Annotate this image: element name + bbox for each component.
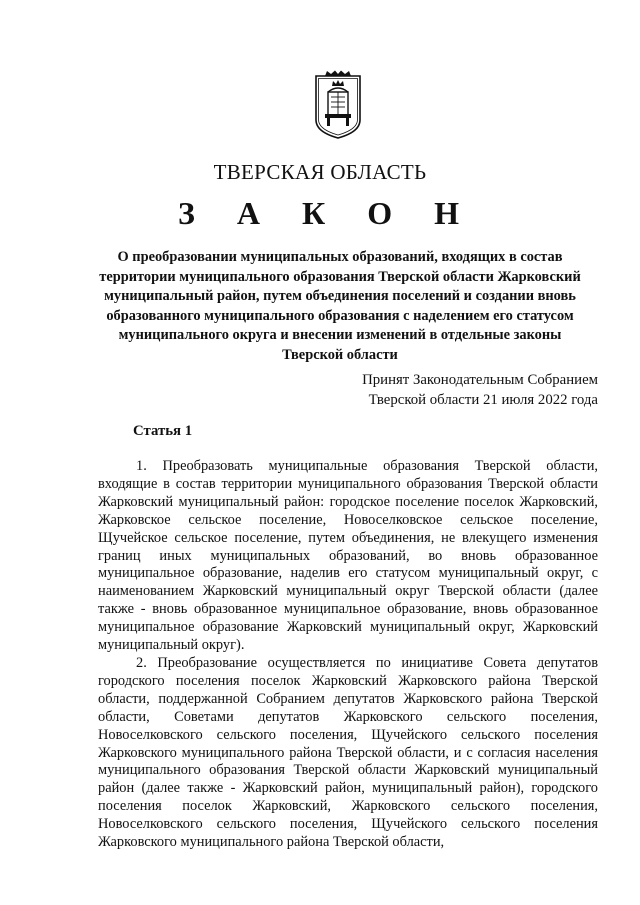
paragraph-1: 1. Преобразовать муниципальные образования Тверской области, входящие в состав территории муниципального образования Тверской области Жарковский муниципальный район: городское поселение поселок Жарковский, Жарковское сельское поселение, Новоселковское сельское поселение, Щучейское сельское поселение, путем объединения, не влекущего изменения границ иных муниципальных образований, во вновь образованное муниципальное образование, наделив его статусом муниципальный округ, с наименованием Жарковский муниципальный округ Тверской области (далее также - вновь образованное муниципальное образование, вновь образованное муниципальное образование Жарковский муниципальный округ, Жарковский муниципальный округ).	[98, 458, 598, 654]
article-body	[98, 458, 598, 852]
paragraph-2: 2. Преобразование осуществляется по инициативе Совета депутатов городского поселения поселок Жарковский Жарковского района Тверской области, поддержанной Собранием депутатов Жарковского района Тверской области, Советами депутатов Жарковского сельского поселения, Новоселковского сельского поселения, Щучейского сельского поселения Жарковского муниципального района Тверской области, и с согласия населения муниципального образования Тверской области Жарковский муниципальный район (далее также - Жарковский район, муниципальный район), городского поселения поселок Жарковский, Жарковского сельского поселения, Новоселковского сельского поселения, Щучейского сельского поселения Жарковского муниципального района Тверской области,	[98, 654, 598, 851]
law-heading: З А К О Н	[178, 195, 476, 231]
adoption-line-1: Принят Законодательным Собранием	[362, 372, 598, 388]
adoption-line-2: Тверской области 21 июля 2022 года	[368, 392, 598, 408]
region-heading: ТВЕРСКАЯ ОБЛАСТЬ	[213, 160, 427, 184]
adoption-note	[362, 370, 598, 410]
article-heading: Статья 1	[133, 423, 193, 439]
coat-of-arms-tver-icon	[313, 70, 363, 140]
law-title: О преобразовании муниципальных образований, входящих в состав территории муниципального образования Тверской области Жарковский муниципальный район, путем объединения поселений и создании вновь образованного муниципального образования с наделением его статусом муниципального округа и внесении изменений в отдельные законы Тверской области	[99, 249, 581, 363]
